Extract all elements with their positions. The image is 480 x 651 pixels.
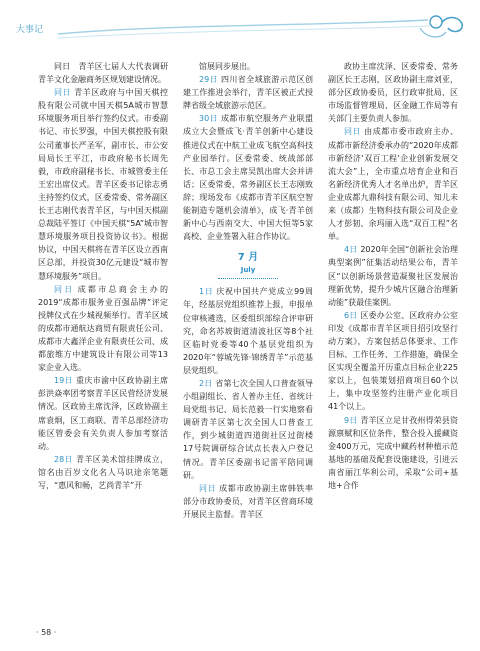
entry-paragraph [38,374,168,453]
entry-text: 青羊区美术馆挂牌成立，馆名由百岁文化名人马识途亲笔题写，“惠风和畅，艺尚青羊”开 [38,454,168,490]
entry-date: 同日 [54,88,72,98]
entry-date: 19日 [54,376,73,386]
article-body [38,60,458,625]
entry-text: 庆祝中国共产党成立99周年，经基层党组织推荐上报，申报单位审核遴选，区委组织部综合评审研究，命名苏坡街道清波社区等8个社区临时党委等40个基层党组织为2020年“蓉城先锋·锦绣青羊”示范基层党组织。 [183,287,314,375]
entry-text: 重庆市渝中区政协副主席彭洪焱率团考察青羊区民营经济发展情况。区政协主席沈泽，区政协副主席袁炯，区工商联、青羊总部经济功能区管委会有关负责人参加考察活动。 [38,376,168,451]
month-title: 7 月 [237,252,259,264]
entry-text: 省第七次全国人口普查领导小组副组长、省人普办主任、省统计局党组书记、局长范毅一行实地察看调研青羊区第七次全国人口普查工作，到少城街道四道街社区过街楼17号院调研综合试点长表入户登记情况。青羊区委副书记雷平陪同调研。 [183,378,314,480]
entry-date: 2日 [199,378,213,388]
entry-date: 30日 [199,114,218,124]
page-number: · 58 · [36,628,57,637]
entry-date: 4日 [344,245,358,255]
entry-paragraph [183,285,313,377]
entry-text: 馆展同步展出。 [199,62,255,71]
entry-text: 青羊区立足甘孜州得荣县资源禀赋和区位条件，整合投入援藏资金400万元，完成中藏药材种植示范基地的基础及配套设施建设，引进云南省丽江华利公司，采取“公司+基地+合作 [328,415,459,490]
entry-date: 28日 [54,454,73,464]
month-heading [183,243,313,285]
entry-text: 同日 青羊区七届人大代表调研青羊文化金融商务区规划建设情况。 [38,62,168,85]
page-header [0,0,480,46]
entry-date: 同日 [199,483,217,493]
entry-date: 29日 [199,75,218,85]
entry-text: 区委办公室、区政府办公室印发《成都市青羊区项目招引攻坚行动方案》，方案包括总体要求、工作目标、工作任务、工作措施，确保全区实现全覆盖开历重点目标企业225家以上，包装策划招商项目60个以上，集中攻坚签约注册产业化项目41个以上。 [328,310,459,412]
entry-text: 政协主席沈泽、区委常委、常务副区长王志刚，区政协副主席刘亚，部分区政协委员，区行政审批局、区市场监督管理局、区金融工作局等有关部门主要负责人参加。 [328,62,458,124]
entry-paragraph [38,86,168,282]
entry-text: 成都市政协副主席韩铁率部分市政协委员，对青羊区营商环境开展民主监督。青羊区 [183,483,314,519]
entry-text: 由成都市委市政府主办、成都市新经济委承办的“2020年成都市新经济‘双百工程’企业创新发展交流大会”上，全市重点培育企业和百名新经济优秀人才名单出炉，青羊区企业成都九鼎科技有限公司、知儿未来（成都）生物科技有限公司及企业人才彭韧、余玛丽入选“双百工程”名单。 [328,127,459,242]
month-subtitle: July [240,266,256,275]
month-divider [218,278,278,279]
entry-paragraph [328,243,458,308]
header-ornament-icon [0,0,480,46]
entry-paragraph [38,453,168,492]
entry-paragraph [183,112,313,243]
entry-date: 同日 [54,284,75,294]
entry-text: 成都市总商会主办的2019“成都市服务业百强品牌”评定授牌仪式在少城视频举行。青羊区域的成都市通航达商贸有限责任公司、成都市大鑫洋企业有限责任公司、成都旅维方中建筑设计有限公司等13家企业入选。 [38,284,169,373]
entry-paragraph [183,73,313,112]
section-title: 大事记 [16,25,44,35]
entry-date: 同日 [344,127,362,137]
entry-text: 成都市航空服务产业联盟成立大会暨成飞·青羊创新中心建设推进仪式在中航工业成飞航空高科技产业园举行。区委常委、统战部部长、市总工会主席吴凯出席大会并讲话；区委常委、常务副区长王志刚致辞；现场发布《成都市青羊区航空智能制造专题机会清单》，成飞·青羊创新中心与西南交大、中国大恒等5家高校、企业签署入驻合作协议。 [183,114,313,242]
entry-text: 四川省全域旅游示范区创建工作推进会举行，青羊区被正式授牌省级全域旅游示范区。 [183,75,313,111]
column-left [38,60,168,492]
entry-date: 6日 [344,310,358,320]
column-middle [183,60,313,521]
entry-paragraph [183,377,313,482]
entry-paragraph [183,60,313,73]
entry-text: 青羊区政府与中国天棋控股有限公司就中国天棋5A城市智慧环境服务项目举行签约仪式。市委副书记、市长罗强，中国天棋控股有限公司董事长严圣军，副市长、市公安局局长王平江，市政府秘书长周先毅，市政府副秘书长、市城管委主任王宏出席仪式。青羊区委书记徐志勇主持签约仪式，区委常委、常务副区长王志刚代表青羊区，与中国天棋副总裁陆平签订《中国天棋“5A”城市智慧环境服务项目投资协议书》。根据协议，中国天棋将在青羊区设立西南区总部，并投资30亿元建设“城市智慧环境服务”项目。 [38,88,169,281]
column-right [328,60,458,492]
entry-date: 9日 [344,415,358,425]
entry-paragraph [38,283,168,375]
entry-paragraph [328,309,458,414]
entry-paragraph [328,414,458,493]
entry-date: 1日 [199,287,214,297]
entry-paragraph [328,125,458,243]
entry-paragraph [328,60,458,125]
entry-text: 2020年全国“创新社会治理典型案例”征集活动结果公布，青羊区“以创新场景营造凝聚社区发展治理新优势，提升少城片区融合治理新动能”获最佳案例。 [328,245,458,307]
entry-paragraph [38,60,168,86]
entry-paragraph [183,482,313,521]
